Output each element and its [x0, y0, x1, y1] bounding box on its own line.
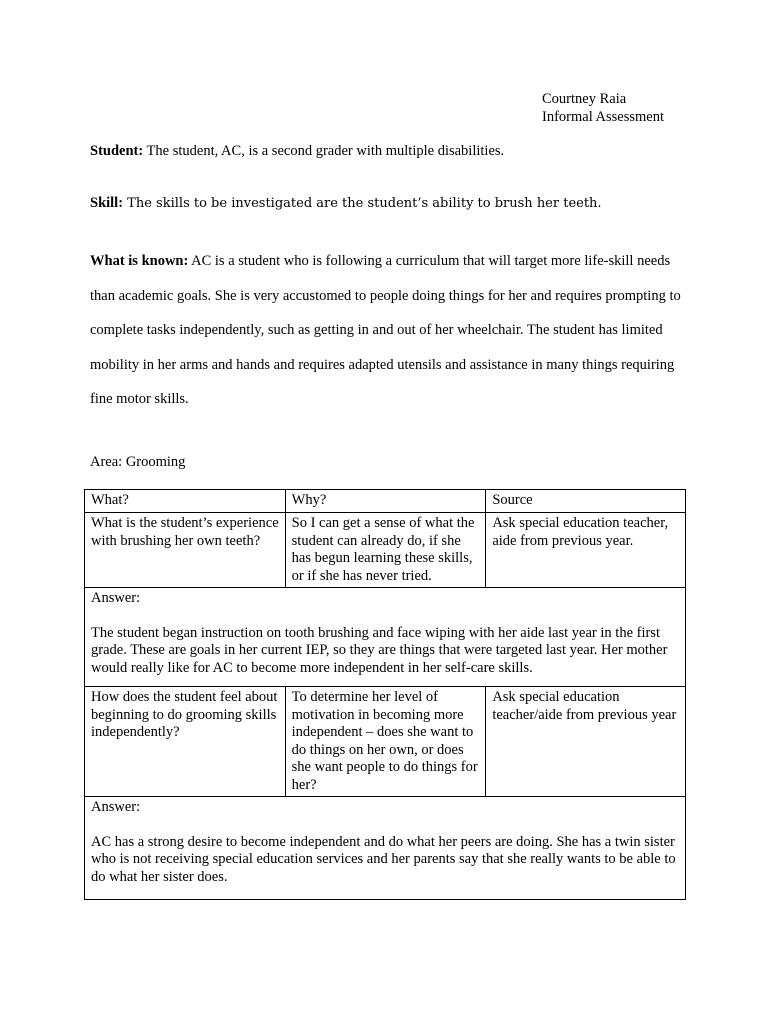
- student-label: Student:: [90, 143, 144, 159]
- skill-paragraph: [90, 195, 690, 212]
- skill-label: Skill:: [90, 195, 124, 211]
- known-text: AC is a student who is following a curriculum that will target more life-skill needs than academic goals. She is very accustomed to people doing things for her and requires prompting to complete tasks independently, such as getting in and out of her wheelchair. The student has limited mobility in her arms and hands and requires adapted utensils and assistance in many things requiring fine motor skills.: [90, 253, 681, 407]
- header-what: What?: [85, 490, 286, 513]
- document-header: [542, 90, 664, 126]
- answer-cell: [85, 588, 686, 687]
- student-paragraph: [90, 143, 690, 160]
- cell-source: Ask special education teacher/aide from previous year: [486, 687, 686, 797]
- document-type: Informal Assessment: [542, 109, 665, 125]
- student-text: The student, AC, is a second grader with multiple disabilities.: [143, 143, 505, 159]
- cell-why: So I can get a sense of what the student can already do, if she has begun learning these skills, or if she has never tried.: [285, 513, 486, 588]
- assessment-table: [84, 489, 686, 900]
- table-row: [85, 687, 686, 797]
- area-heading: Area: Grooming: [90, 454, 186, 470]
- answer-label: Answer:: [91, 799, 141, 815]
- answer-label: Answer:: [91, 590, 141, 606]
- cell-what: What is the student’s experience with brushing her own teeth?: [85, 513, 286, 588]
- answer-row: [85, 797, 686, 900]
- skill-text: The skills to be investigated are the student’s ability to brush her teeth.: [123, 196, 602, 211]
- cell-what: How does the student feel about beginning to do grooming skills independently?: [85, 687, 286, 797]
- header-source: Source: [486, 490, 686, 513]
- answer-text: AC has a strong desire to become independent and do what her peers are doing. She has a twin sister who is not receiving special education services and her parents say that she really wants to be able to do what her sister does.: [91, 833, 676, 885]
- known-paragraph: [90, 244, 690, 417]
- header-why: Why?: [285, 490, 486, 513]
- cell-source: Ask special education teacher, aide from previous year.: [486, 513, 686, 588]
- answer-row: [85, 588, 686, 687]
- known-label: What is known:: [90, 253, 189, 269]
- table-row: [85, 513, 686, 588]
- answer-cell: [85, 797, 686, 900]
- author-name: Courtney Raia: [542, 91, 627, 107]
- cell-why: To determine her level of motivation in becoming more independent – does she want to do things on her own, or does she want people to do things for her?: [285, 687, 486, 797]
- table-header-row: [85, 490, 686, 513]
- answer-text: The student began instruction on tooth brushing and face wiping with her aide last year in the first grade. These are goals in her current IEP, so they are things that were targeted last year. Her mother would really like for AC to become more independent in her self-care skills.: [91, 624, 668, 676]
